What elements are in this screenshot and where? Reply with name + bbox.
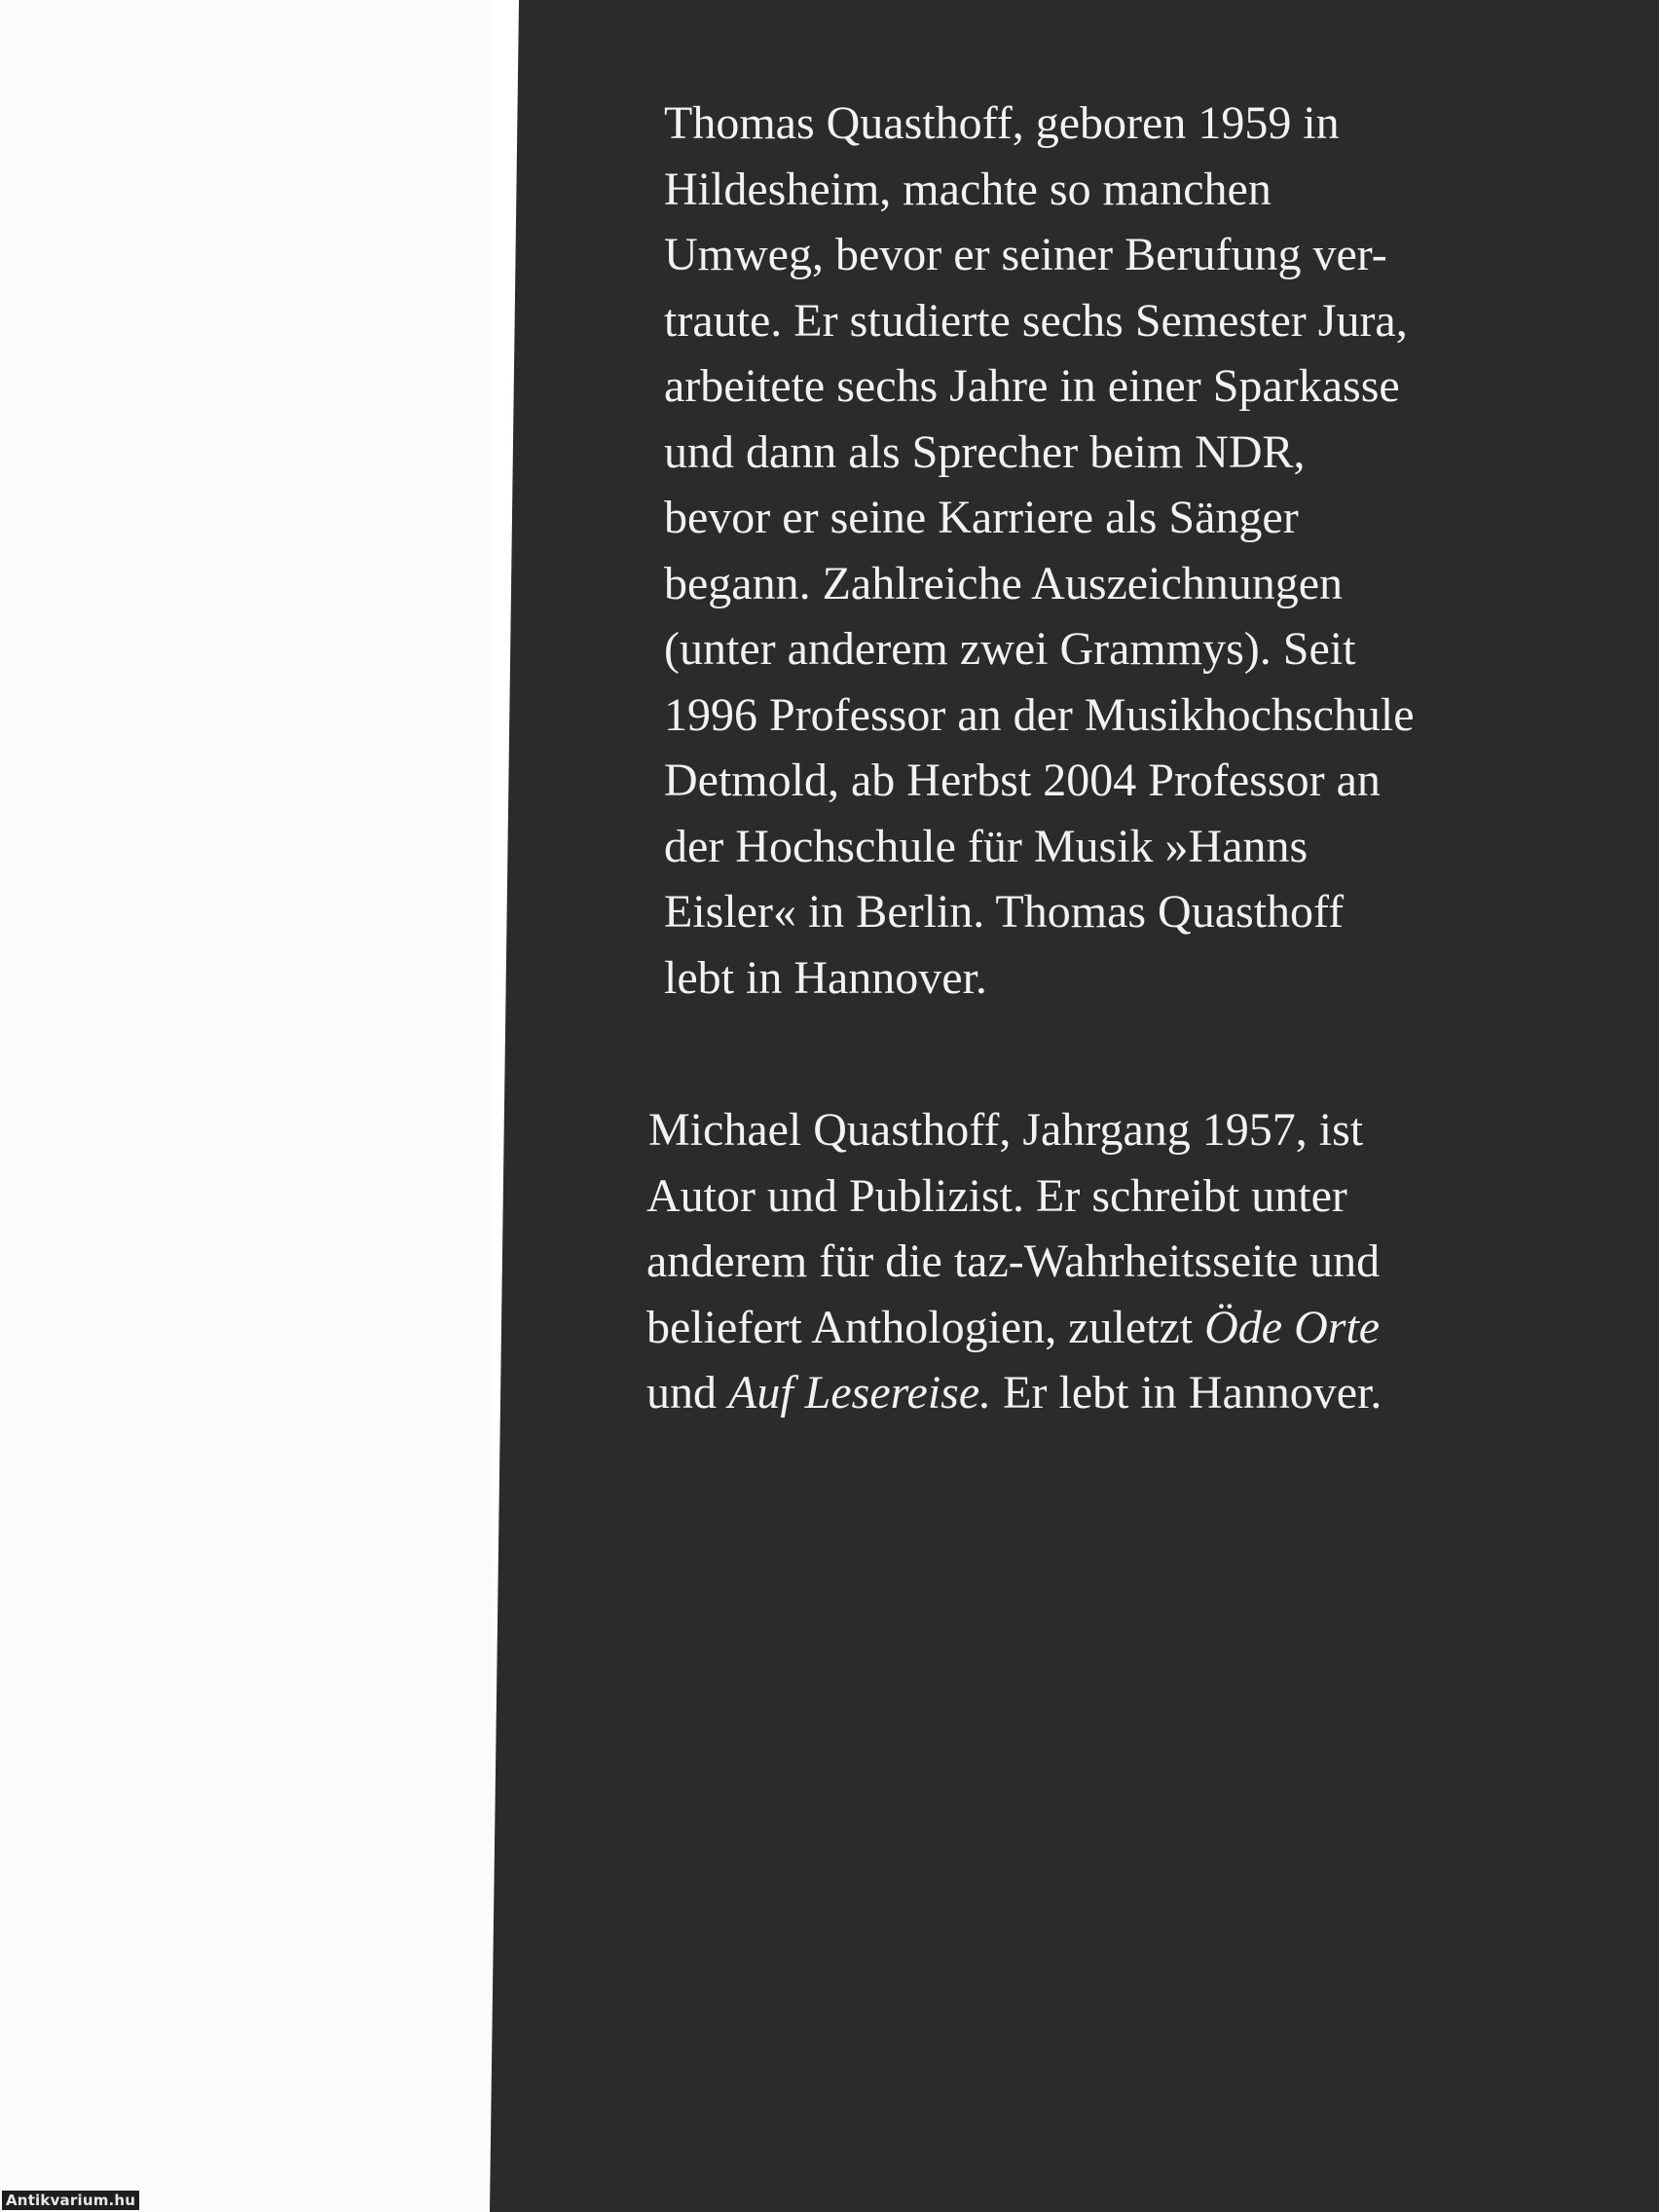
bio-line: arbeitete sechs Jahre in einer Sparkasse [664, 360, 1400, 412]
bio-line-text: beliefert Anthologien, zuletzt [646, 1301, 1205, 1353]
bio-line: Umweg, bevor er seiner Berufung ver- [664, 229, 1387, 280]
left-page [0, 0, 493, 2212]
bio-line: (unter anderem zwei Grammys). Seit [664, 623, 1356, 675]
bio-michael-quasthoff [646, 1097, 1382, 1426]
bio-line: und dann als Sprecher beim NDR, [664, 425, 1306, 478]
bio-line [646, 1295, 1382, 1361]
bio-line: 1996 Professor an der Musikhochschule [664, 688, 1415, 741]
bio-line: Hildesheim, machte so manchen [664, 163, 1272, 215]
bio-line: Michael Quasthoff, Jahrgang 1957, ist [648, 1104, 1364, 1156]
bio-line-text: und [646, 1367, 728, 1419]
bio-line: Detmold, ab Herbst 2004 Professor an [664, 755, 1381, 806]
bio-line: lebt in Hannover. [664, 951, 987, 1004]
bio-line: der Hochschule für Musik »Hanns [664, 820, 1309, 872]
book-title-oede-orte: Öde Orte [1204, 1301, 1381, 1353]
bio-line: anderem für die taz-Wahrheitsseite und [646, 1235, 1381, 1287]
bio-thomas-quasthoff [664, 91, 1415, 1011]
bio-line: Eisler« in Berlin. Thomas Quasthoff [664, 886, 1345, 938]
bio-line: Thomas Quasthoff, geboren 1959 in [664, 97, 1340, 149]
bio-line [646, 1360, 1382, 1426]
bio-line: traute. Er studierte sechs Semester Jura, [664, 294, 1408, 347]
bio-line: Autor und Publizist. Er schreibt unter [646, 1169, 1347, 1222]
bio-line-text: Er lebt in Hannover. [991, 1367, 1382, 1419]
watermark-label: Antikvarium.hu [2, 2191, 139, 2210]
bio-line: begann. Zahlreiche Auszeichnungen [664, 557, 1344, 609]
book-title-auf-lesereise: Auf Lesereise. [728, 1367, 992, 1419]
bio-line: bevor er seine Karriere als Sänger [664, 492, 1299, 543]
